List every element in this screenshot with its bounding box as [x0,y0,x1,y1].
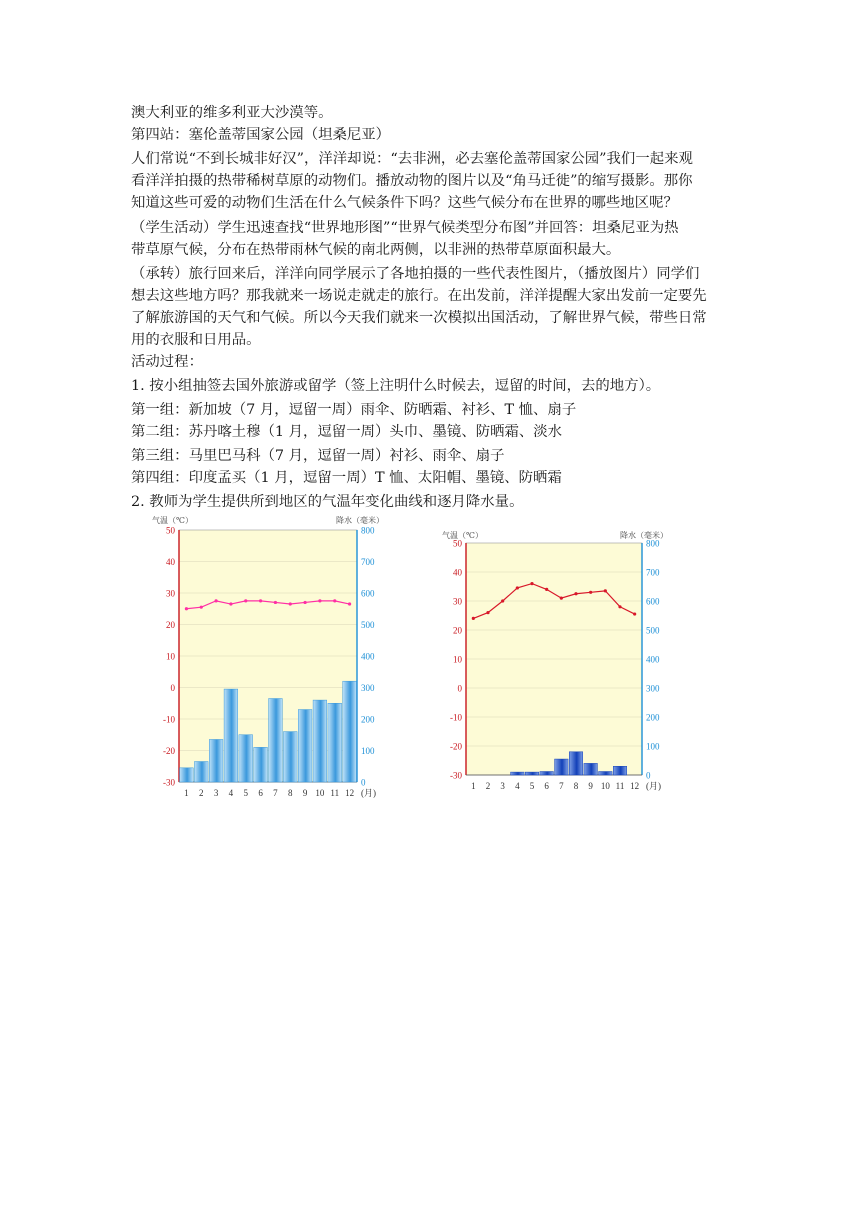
temp-point [574,592,577,595]
text-line: （学生活动）学生迅速查找“世界地形图”“世界气候类型分布图”并回答：坦桑尼亚为热 [131,220,679,236]
precip-bar [511,772,524,775]
temp-tick-label: 20 [453,625,462,636]
temp-point [501,599,504,602]
precip-tick-label: 300 [361,683,375,693]
text-line: 了解旅游国的天气和气候。所以今天我们就来一次模拟出国活动，了解世界气候，带些日常 [131,310,707,326]
precip-bar [180,768,194,782]
precip-bar [298,710,312,782]
month-tick-label: 12 [630,781,640,791]
climate-chart-1 [150,513,400,803]
text-line: 用的衣服和日用品。 [131,332,261,348]
temp-point [333,599,336,602]
temp-axis-title: 气温（℃） [152,516,193,525]
text-line: 想去这些地方吗？那我就来一场说走就走的旅行。在出发前，洋洋提醒大家出发前一定要先 [131,288,707,304]
precip-bar [224,689,238,782]
month-tick-label: 10 [600,781,610,791]
temp-point [214,599,217,602]
precip-bar [343,681,357,782]
month-tick-label: 6 [544,781,549,791]
precip-tick-label: 200 [361,714,375,725]
precip-tick-label: 800 [646,538,660,549]
temp-tick-label: 10 [166,651,175,662]
temp-point [560,597,563,600]
temp-point [200,606,203,609]
precip-tick-label: 0 [361,777,366,788]
precip-tick-label: 500 [361,620,375,630]
precip-tick-label: 800 [361,525,375,536]
temp-point [318,599,321,602]
precip-bar [239,735,253,782]
temp-tick-label: 0 [457,683,462,694]
month-tick-label: 3 [500,781,505,791]
month-tick-label: 9 [302,788,308,798]
temp-tick-label: 0 [170,683,175,693]
precip-tick-label: 400 [646,654,660,665]
text-line: 澳大利亚的维多利亚大沙漠等。 [131,105,333,121]
precip-bar [194,762,208,782]
month-tick-label: 5 [243,788,248,798]
text-line: 第一组：新加坡（7 月，逗留一周）雨伞、防晒霜、衬衫、T 恤、扇子 [131,402,577,418]
month-tick-label: 2 [485,781,491,791]
temp-point [289,602,292,605]
month-tick-label: 8 [288,788,293,798]
precip-bar [209,739,223,782]
temp-tick-label: 30 [453,596,462,607]
temp-point [472,617,475,620]
text-line: 第四站：塞伦盖蒂国家公园（坦桑尼亚） [131,127,391,143]
temp-tick-label: 20 [166,620,175,630]
temp-tick-label: 30 [166,588,175,599]
month-tick-label: 4 [515,781,520,791]
temp-tick-label: 50 [166,525,175,536]
temp-tick-label: -30 [450,770,462,781]
month-unit-label: (月) [361,788,376,798]
month-tick-label: 2 [199,788,204,798]
month-tick-label: 3 [213,788,219,798]
temp-point [348,602,351,605]
temp-point [185,607,188,610]
temp-tick-label: -20 [163,746,175,756]
temp-point [618,605,621,608]
text-line: 人们常说“不到长城非好汉”，洋洋却说：“去非洲，必去塞伦盖蒂国家公园”我们一起来观 [131,151,693,167]
temp-point [274,601,277,604]
precip-bar [584,763,597,775]
precip-bar [254,747,268,782]
temp-tick-label: -30 [163,777,175,788]
text-line: 看洋洋拍摄的热带稀树草原的动物们。播放动物的图片以及“角马迁徙”的缩写摄影。那你 [131,173,693,189]
precip-tick-label: 500 [646,625,660,636]
precip-bar [283,732,297,782]
month-unit-label: (月) [646,781,661,791]
temp-point [545,588,548,591]
text-line: 活动过程： [131,354,203,370]
precip-bar [328,703,342,782]
month-tick-label: 8 [573,781,579,791]
precip-tick-label: 100 [646,741,660,752]
precip-tick-label: 300 [646,683,660,694]
month-tick-label: 4 [228,788,234,798]
temp-tick-label: 50 [453,538,462,549]
month-tick-label: 1 [471,781,476,791]
temp-point [589,591,592,594]
precip-bar [613,766,626,775]
temp-point [516,586,519,589]
precip-tick-label: 700 [361,557,375,567]
text-line: 第二组：苏丹喀土穆（1 月，逗留一周）头巾、墨镜、防晒霜、淡水 [131,424,563,440]
month-tick-label: 1 [184,788,189,798]
month-tick-label: 9 [588,781,593,791]
temp-point [259,599,262,602]
month-tick-label: 5 [529,781,535,791]
month-tick-label: 10 [315,788,325,798]
precip-tick-label: 0 [646,770,651,781]
month-tick-label: 12 [345,788,355,798]
month-tick-label: 11 [615,781,625,791]
text-line: 第三组：马里巴马科（7 月，逗留一周）衬衫、雨伞、扇子 [131,448,505,464]
precip-tick-label: 400 [361,651,375,662]
temp-tick-label: -10 [163,714,175,725]
temp-tick-label: 40 [166,557,175,567]
month-tick-label: 6 [258,788,263,798]
precip-bar [569,752,582,775]
temp-point [303,601,306,604]
precip-tick-label: 700 [646,567,660,578]
precip-tick-label: 200 [646,712,660,723]
precip-bar [269,699,283,782]
precip-tick-label: 600 [646,596,660,607]
climate-chart-2 [438,527,678,797]
temp-tick-label: -10 [450,712,462,723]
temp-point [633,612,636,615]
month-tick-label: 7 [273,788,278,798]
temp-point [486,611,489,614]
temp-tick-label: 10 [453,654,462,665]
temp-point [229,602,232,605]
text-line: 知道这些可爱的动物们生活在什么气候条件下吗？这些气候分布在世界的哪些地区呢？ [131,195,678,211]
text-line: 1. 按小组抽签去国外旅游或留学（签上注明什么时候去，逗留的时间，去的地方）。 [131,378,661,394]
precip-bar [599,772,612,775]
temp-axis-title: 气温（℃） [442,531,483,540]
text-line: 第四组：印度孟买（1 月，逗留一周）T 恤、太阳帽、墨镜、防晒霜 [131,470,562,486]
temp-tick-label: -20 [450,741,462,752]
temp-point [530,582,533,585]
text-line: 2. 教师为学生提供所到地区的气温年变化曲线和逐月降水量。 [131,494,524,510]
precip-bar [525,772,538,775]
month-tick-label: 7 [559,781,564,791]
precip-axis-title: 降水（毫米） [336,516,384,525]
text-line: 带草原气候，分布在热带雨林气候的南北两侧，以非洲的热带草原面积最大。 [131,242,621,258]
temp-point [244,599,247,602]
precip-tick-label: 600 [361,588,375,599]
temp-tick-label: 40 [453,567,462,578]
precip-axis-title: 降水（毫米） [620,531,668,540]
precip-bar [540,772,553,775]
precip-bar [313,700,327,782]
text-line: （承转）旅行回来后，洋洋向同学展示了各地拍摄的一些代表性图片，（播放图片）同学们 [131,266,700,282]
precip-bar [555,759,568,775]
month-tick-label: 11 [330,788,340,798]
precip-tick-label: 100 [361,746,375,756]
temp-point [604,589,607,592]
